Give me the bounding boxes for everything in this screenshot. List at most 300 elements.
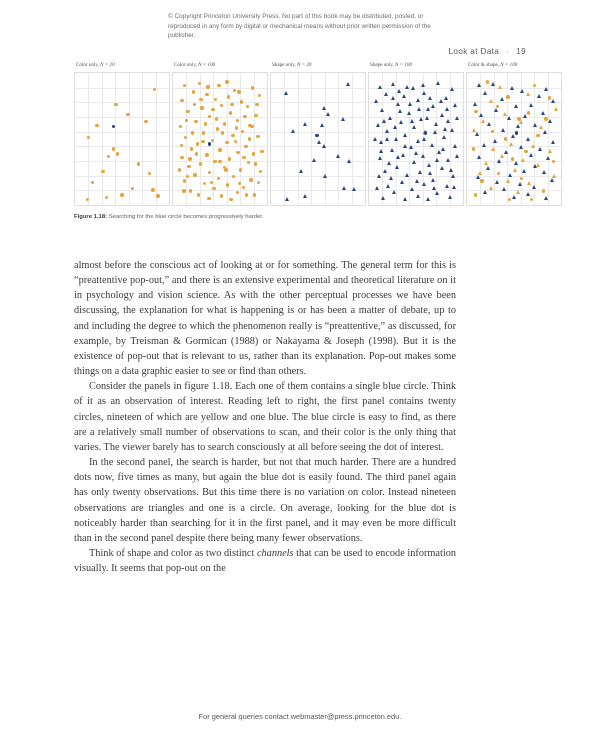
- data-point: [474, 110, 477, 113]
- data-point: [399, 120, 403, 124]
- figure-caption-text: Searching for the blue circle becomes progressively harder.: [107, 214, 264, 220]
- data-point: [507, 116, 511, 120]
- data-point: [243, 115, 246, 118]
- data-point: [506, 95, 509, 98]
- data-point: [427, 163, 431, 167]
- plot-area: [368, 72, 464, 206]
- data-point: [236, 191, 239, 194]
- data-point: [201, 140, 204, 143]
- data-point: [520, 89, 524, 93]
- data-point: [513, 168, 517, 172]
- gridline-horizontal: [271, 176, 365, 177]
- data-point: [442, 135, 446, 139]
- gridline-vertical: [142, 73, 143, 205]
- data-point: [391, 82, 395, 86]
- plot-area: [466, 72, 562, 206]
- data-point: [259, 170, 262, 173]
- data-point: [550, 178, 554, 182]
- data-point: [489, 99, 493, 103]
- data-point: [192, 90, 195, 93]
- data-point: [506, 179, 510, 183]
- data-point: [405, 85, 409, 89]
- data-point: [483, 190, 487, 194]
- data-point: [323, 174, 327, 178]
- data-point: [445, 107, 449, 111]
- data-point: [491, 147, 495, 151]
- data-point: [449, 168, 453, 172]
- data-point: [537, 94, 541, 98]
- data-point: [412, 160, 416, 164]
- gridline-horizontal: [75, 132, 169, 133]
- data-point: [416, 98, 420, 102]
- data-point: [199, 162, 202, 165]
- data-point: [216, 127, 219, 130]
- data-point: [156, 194, 159, 197]
- data-point: [472, 128, 476, 132]
- data-point: [409, 145, 413, 149]
- data-point: [511, 134, 515, 138]
- data-point: [320, 123, 324, 127]
- data-point: [225, 80, 228, 83]
- plot-area: [270, 72, 366, 206]
- data-point: [445, 184, 449, 188]
- gridline-horizontal: [467, 176, 561, 177]
- gridline-horizontal: [75, 190, 169, 191]
- data-point: [472, 147, 475, 150]
- gridline-vertical: [156, 73, 157, 205]
- data-point: [247, 161, 250, 164]
- data-point: [194, 120, 197, 123]
- body-paragraph: Think of shape and color as two distinct channels that can be used to encode information visually. It seems that pop-out on the: [74, 547, 457, 575]
- data-point: [402, 94, 406, 98]
- data-point: [178, 168, 181, 171]
- data-point: [426, 107, 430, 111]
- gridline-horizontal: [369, 146, 463, 147]
- panel-title: Shape only, N = 100: [370, 62, 413, 68]
- data-point: [254, 162, 257, 165]
- data-point: [541, 111, 545, 115]
- data-point: [532, 185, 536, 189]
- body-paragraph: In the second panel, the search is harder, but not that much harder. There are a hundred dots now, five times as many, but again the blue dot is easily found. The third panel again has only twenty observations. But this time there is no variation on color. Instead nineteen observations are triangles and one is a circle. On average, looking for the blue dot is noticeably harder than searching for it in the first panel, and it may even be more difficult than in the second panel despite there being many fewer observations.: [74, 457, 456, 544]
- data-point: [390, 148, 394, 152]
- gridline-horizontal: [75, 146, 169, 147]
- data-point: [526, 137, 530, 141]
- data-point: [374, 99, 378, 103]
- data-point: [477, 155, 481, 159]
- data-point: [443, 127, 447, 131]
- data-point: [239, 168, 242, 171]
- data-point: [401, 153, 405, 157]
- data-point: [448, 195, 452, 199]
- scatter-panel: [74, 62, 168, 206]
- data-point: [215, 117, 218, 120]
- data-point: [256, 135, 259, 138]
- data-point: [107, 155, 110, 158]
- body-text: [74, 258, 456, 576]
- data-point: [498, 85, 502, 89]
- data-point: [197, 193, 200, 196]
- data-point: [227, 95, 230, 98]
- gridline-vertical: [450, 73, 451, 205]
- data-point: [434, 122, 438, 126]
- data-point: [381, 196, 385, 200]
- data-point: [411, 86, 415, 90]
- data-point: [229, 198, 232, 201]
- data-point: [214, 98, 217, 101]
- gridline-horizontal: [271, 102, 365, 103]
- data-point: [502, 187, 506, 191]
- data-point: [426, 197, 430, 201]
- page-footer: For general queries contact webmaster@press.princeton.edu.: [198, 712, 402, 721]
- data-point: [527, 181, 531, 185]
- data-point: [87, 136, 90, 139]
- data-point: [422, 137, 426, 141]
- data-point: [415, 179, 419, 183]
- data-point: [422, 182, 426, 186]
- gridline-horizontal: [271, 190, 365, 191]
- data-point: [419, 117, 423, 121]
- data-point: [508, 173, 512, 177]
- data-point: [299, 169, 303, 173]
- data-point: [504, 137, 507, 140]
- body-paragraph: Consider the panels in figure 1.18. Each one of them contains a single blue circle. Think of it as an observation of interest. Reading left to right, the first panel contains twenty circles, nineteen of which are yellow and one blue. The blue circle is easy to find, as there are a relatively small number of observations to scan, and their color is the only thing that varies. The viewer barely has to search consciously at all before seeing the dot of interest.: [74, 381, 456, 453]
- data-point: [101, 170, 104, 173]
- data-point: [303, 122, 307, 126]
- data-point: [403, 144, 407, 148]
- data-point: [221, 131, 224, 134]
- data-point: [195, 152, 198, 155]
- gridline-horizontal: [173, 117, 267, 118]
- data-point: [494, 108, 498, 112]
- data-point: [444, 96, 448, 100]
- data-point: [487, 122, 491, 126]
- data-point: [451, 174, 455, 178]
- plot-area: [74, 72, 170, 206]
- data-point: [396, 102, 400, 106]
- gridline-vertical: [338, 73, 339, 205]
- gridline-horizontal: [369, 102, 463, 103]
- gridline-horizontal: [75, 161, 169, 162]
- data-point: [512, 195, 516, 199]
- data-point: [474, 193, 477, 196]
- data-point: [336, 154, 340, 158]
- data-point: [453, 103, 457, 107]
- data-point: [428, 96, 432, 100]
- data-point: [421, 154, 425, 158]
- data-point: [180, 99, 183, 102]
- data-point: [207, 197, 210, 200]
- data-point: [211, 139, 214, 142]
- data-point: [205, 153, 208, 156]
- data-point: [548, 149, 552, 153]
- data-point: [137, 162, 140, 165]
- data-point: [223, 122, 226, 125]
- data-point: [527, 111, 530, 114]
- gridline-vertical: [115, 73, 116, 205]
- data-point: [375, 186, 379, 190]
- data-point: [393, 125, 397, 129]
- data-point: [455, 154, 459, 158]
- data-point: [218, 148, 221, 151]
- data-point: [407, 111, 411, 115]
- gridline-vertical: [102, 73, 103, 205]
- data-point: [341, 117, 345, 121]
- data-point: [220, 194, 223, 197]
- data-point: [520, 177, 523, 180]
- data-point: [211, 108, 214, 111]
- data-point: [244, 145, 247, 148]
- data-point: [544, 117, 547, 120]
- gridline-vertical: [311, 73, 312, 205]
- data-point: [180, 156, 183, 159]
- scatter-panel-row: [74, 62, 558, 206]
- data-point: [484, 161, 488, 165]
- data-point: [384, 92, 388, 96]
- data-point: [412, 125, 416, 129]
- data-point: [260, 150, 263, 153]
- data-point: [179, 125, 182, 128]
- data-point: [114, 103, 117, 106]
- data-point: [410, 119, 414, 123]
- data-point: [250, 125, 253, 128]
- data-point: [303, 194, 307, 198]
- gridline-vertical: [548, 73, 549, 205]
- data-point: [231, 134, 234, 137]
- data-point: [519, 145, 523, 149]
- data-point: [198, 82, 201, 85]
- data-point: [452, 185, 456, 189]
- data-point: [435, 158, 439, 162]
- data-point: [245, 193, 248, 196]
- gridline-vertical: [186, 73, 187, 205]
- data-point: [536, 163, 540, 167]
- copyright-notice: © Copyright Princeton University Press. No part of this book may be distributed, posted, or reproduced in any form by digital or mechanical means without prior written permission of the publisher.: [168, 13, 431, 40]
- data-point: [450, 87, 454, 91]
- gridline-horizontal: [467, 102, 561, 103]
- data-point: [200, 106, 203, 109]
- data-point: [410, 187, 414, 191]
- data-point: [529, 103, 533, 107]
- data-point: [379, 149, 383, 153]
- data-point: [446, 158, 450, 162]
- data-point: [236, 119, 239, 122]
- data-point: [453, 144, 457, 148]
- data-point: [385, 129, 389, 133]
- data-point: [531, 144, 535, 148]
- data-point: [483, 91, 487, 95]
- gridline-horizontal: [369, 176, 463, 177]
- data-point: [542, 189, 545, 192]
- data-point: [180, 144, 183, 147]
- body-paragraph: almost before the conscious act of looking at or for something. The general term for this is “preattentive pop-out,” and there is an extensive experimental and theoretical literature on it in psychology and vision science. As with the other perceptual processes we have been discussing, the explanation for what is happening is or has been a matter of debate, up to and including the degree to which the phenomenon really is “preattentive,” as discussed, for example, by Treisman & Gormican (1988) or Nakayama & Joseph (1998). But it is the existence of pop-out that is relevant to us, rather than its explanation. Pop-out makes some things on a data graphic easier to see or find than others.: [74, 260, 456, 378]
- figure-caption: [74, 213, 558, 221]
- panel-title: Color only, N = 100: [174, 62, 216, 68]
- data-point: [383, 169, 387, 173]
- data-point: [496, 105, 499, 108]
- data-point: [503, 112, 507, 116]
- gridline-vertical: [507, 73, 508, 205]
- data-point: [203, 182, 206, 185]
- data-point: [450, 128, 454, 132]
- data-point: [379, 140, 383, 144]
- data-point: [193, 173, 196, 176]
- data-point: [543, 130, 547, 134]
- data-point: [186, 175, 189, 178]
- panel-title: Color only, N = 20: [76, 62, 115, 68]
- data-point: [437, 150, 441, 154]
- gridline-vertical: [200, 73, 201, 205]
- gridline-vertical: [409, 73, 410, 205]
- data-point: [352, 187, 356, 191]
- data-point: [317, 140, 321, 144]
- data-point: [551, 140, 555, 144]
- data-point: [432, 186, 436, 190]
- data-point: [199, 98, 202, 101]
- data-point: [226, 183, 229, 186]
- data-point: [377, 174, 381, 178]
- gridline-horizontal: [271, 132, 365, 133]
- data-point: [552, 174, 556, 178]
- data-point: [322, 144, 326, 148]
- running-head-separator: ·: [506, 46, 510, 56]
- data-point: [254, 114, 257, 117]
- data-point: [400, 180, 404, 184]
- data-point: [388, 116, 392, 120]
- data-point: [395, 165, 399, 169]
- data-point: [95, 124, 98, 127]
- data-point: [403, 133, 407, 137]
- data-point: [220, 104, 223, 107]
- running-head: [449, 47, 526, 56]
- data-point: [144, 120, 147, 123]
- data-point: [151, 188, 154, 191]
- data-point: [182, 189, 185, 192]
- data-point: [431, 178, 435, 182]
- data-point: [112, 147, 115, 150]
- data-point: [91, 181, 94, 184]
- data-point: [424, 131, 427, 134]
- data-point: [258, 94, 261, 97]
- data-point: [544, 87, 548, 91]
- data-point: [248, 137, 251, 140]
- data-point: [414, 151, 418, 155]
- data-point: [396, 155, 400, 159]
- data-point: [481, 119, 485, 123]
- data-point: [224, 168, 227, 171]
- data-point: [116, 152, 119, 155]
- data-point: [186, 110, 189, 113]
- data-point: [516, 190, 520, 194]
- data-point: [439, 99, 443, 103]
- data-point: [105, 196, 108, 199]
- data-point: [242, 156, 245, 159]
- figure-1-18: [74, 62, 558, 221]
- data-point: [206, 85, 209, 88]
- gridline-horizontal: [271, 146, 365, 147]
- panel-title: Color & shape, N = 100: [468, 62, 518, 68]
- gridline-horizontal: [271, 88, 365, 89]
- gridline-horizontal: [467, 190, 561, 191]
- data-point: [523, 114, 527, 118]
- data-point: [235, 126, 238, 129]
- data-point: [238, 182, 241, 185]
- data-point: [455, 116, 459, 120]
- data-point: [403, 197, 407, 201]
- data-point: [511, 157, 514, 160]
- data-point: [252, 152, 255, 155]
- gridline-vertical: [480, 73, 481, 205]
- data-point: [486, 80, 489, 83]
- data-point: [475, 132, 479, 136]
- data-point: [486, 166, 490, 170]
- data-point: [440, 113, 444, 117]
- gridline-horizontal: [369, 190, 463, 191]
- page-number: 19: [516, 47, 526, 56]
- data-point: [376, 123, 380, 127]
- data-point: [476, 175, 480, 179]
- data-point: [421, 83, 425, 87]
- data-point: [524, 150, 527, 153]
- data-point: [440, 166, 444, 170]
- data-point: [229, 111, 232, 114]
- data-point: [441, 147, 445, 151]
- data-point: [417, 107, 421, 111]
- data-point: [491, 82, 495, 86]
- data-point: [435, 191, 439, 195]
- gridline-vertical: [436, 73, 437, 205]
- running-head-chapter: Look at Data: [448, 47, 500, 56]
- data-point: [546, 156, 550, 160]
- data-point: [542, 170, 546, 174]
- data-point: [218, 160, 221, 163]
- gridline-horizontal: [75, 102, 169, 103]
- data-point: [433, 130, 437, 134]
- gridline-horizontal: [369, 88, 463, 89]
- data-point: [398, 109, 402, 113]
- data-point: [529, 153, 533, 157]
- data-point: [284, 91, 288, 95]
- data-point: [391, 96, 395, 100]
- data-point: [408, 102, 412, 106]
- data-point: [501, 128, 505, 132]
- data-point: [428, 171, 432, 175]
- data-point: [497, 159, 501, 163]
- data-point: [208, 115, 211, 118]
- data-point: [416, 139, 420, 143]
- data-point: [548, 96, 551, 99]
- panel-title: Shape only, N = 20: [272, 62, 312, 68]
- data-point: [394, 137, 398, 141]
- data-point: [217, 177, 220, 180]
- data-point: [480, 179, 483, 182]
- data-point: [416, 194, 420, 198]
- data-point: [392, 190, 396, 194]
- data-point: [191, 131, 194, 134]
- data-point: [493, 139, 497, 143]
- data-point: [187, 165, 190, 168]
- data-point: [482, 143, 486, 147]
- scatter-panel: [368, 62, 462, 206]
- figure-caption-label: Figure 1.18:: [74, 214, 108, 220]
- data-point: [208, 171, 211, 174]
- gridline-horizontal: [271, 161, 365, 162]
- gridline-horizontal: [173, 102, 267, 103]
- data-point: [514, 161, 518, 165]
- data-point: [188, 157, 191, 160]
- data-point: [552, 160, 555, 163]
- data-point: [544, 196, 548, 200]
- data-point: [347, 159, 351, 163]
